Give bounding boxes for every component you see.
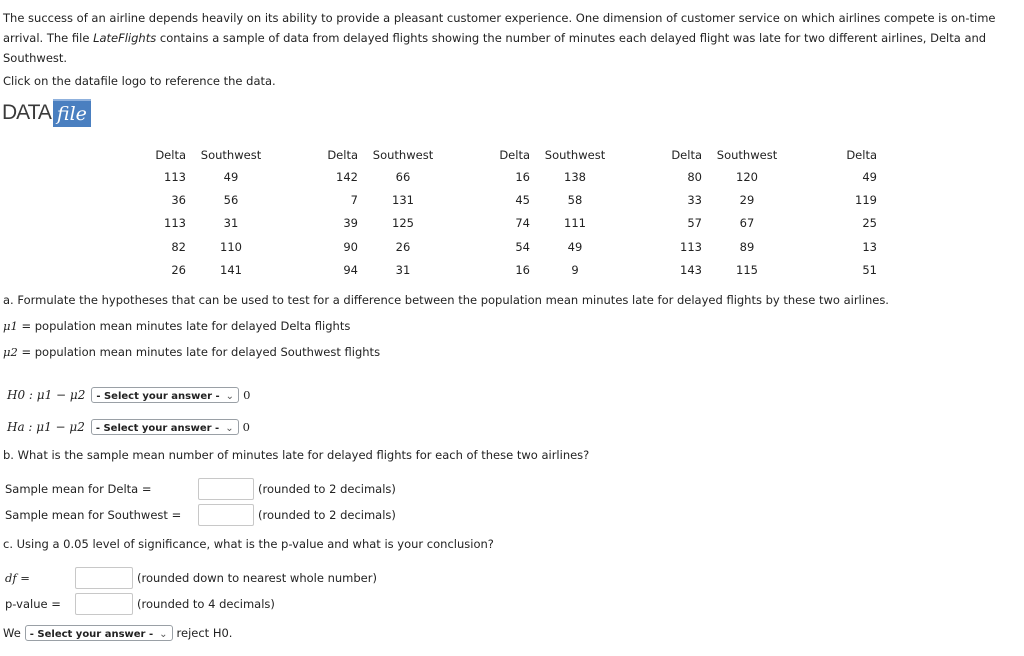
table-row — [130, 258, 877, 281]
col-header: Southwest — [716, 148, 778, 162]
col-header: Delta — [155, 148, 186, 162]
pvalue-label: p-value = — [5, 597, 61, 611]
table-cell: 25 — [862, 216, 877, 231]
h0-select[interactable] — [91, 387, 239, 403]
h0-label: H0 : μ1 − μ2 — [7, 388, 86, 402]
sw-mean-label: Sample mean for Southwest = — [5, 508, 182, 522]
delta-mean-hint: (rounded to 2 decimals) — [258, 482, 396, 496]
table-cell: 82 — [171, 239, 186, 254]
reject-label: reject H0. — [176, 626, 233, 640]
h0-row — [7, 387, 250, 403]
col-header: Delta — [846, 148, 877, 162]
table-cell: 7 — [350, 192, 358, 207]
table-row — [130, 212, 877, 235]
chevron-down-icon: ⌄ — [225, 423, 234, 434]
table-cell: 67 — [739, 216, 755, 231]
h0-zero: 0 — [243, 388, 251, 402]
table-row — [130, 165, 877, 188]
df-label: df = — [5, 571, 30, 585]
table-row — [130, 235, 877, 258]
table-cell: 29 — [739, 192, 755, 207]
logo-data-text: DATA — [2, 101, 51, 124]
ha-select[interactable] — [91, 419, 239, 435]
table-cell: 26 — [395, 239, 411, 254]
table-cell: 138 — [564, 169, 586, 184]
col-header: Delta — [499, 148, 530, 162]
table-cell: 57 — [687, 216, 702, 231]
we-label: We — [3, 626, 21, 640]
mu2-symbol: μ2 — [3, 345, 18, 359]
table-cell: 39 — [343, 216, 358, 231]
datafile-logo[interactable] — [2, 99, 91, 127]
table-cell: 58 — [567, 192, 583, 207]
table-cell: 31 — [223, 216, 239, 231]
table-cell: 9 — [571, 262, 579, 277]
table-row — [130, 188, 877, 211]
table-cell: 49 — [567, 239, 583, 254]
table-cell: 66 — [395, 169, 411, 184]
logo-file-text: file — [53, 99, 91, 127]
conclusion-select-value: - Select your answer - — [29, 629, 154, 640]
ha-row — [7, 419, 250, 435]
intro-text-end: contains a sample of data from delayed flights showing the number of minutes each delayed flight was late for two different airlines, Delta and Southwest. — [3, 31, 987, 65]
table-cell: 51 — [862, 262, 877, 277]
table-cell: 143 — [680, 262, 702, 277]
col-header: Delta — [327, 148, 358, 162]
mu1-definition — [3, 319, 350, 333]
click-instruction: Click on the datafile logo to reference the data. — [3, 74, 276, 88]
table-cell: 33 — [687, 192, 702, 207]
table-cell: 16 — [515, 169, 530, 184]
sw-mean-hint: (rounded to 2 decimals) — [258, 508, 396, 522]
ha-label: Ha : μ1 − μ2 — [7, 420, 85, 434]
table-cell: 54 — [515, 239, 530, 254]
ha-select-value: - Select your answer - — [95, 423, 220, 434]
table-cell: 16 — [515, 262, 530, 277]
table-cell: 49 — [223, 169, 239, 184]
delta-mean-row — [5, 478, 396, 500]
chevron-down-icon: ⌄ — [225, 391, 235, 402]
table-cell: 80 — [687, 169, 702, 184]
table-cell: 110 — [220, 239, 242, 254]
table-cell: 131 — [392, 192, 414, 207]
table-cell: 36 — [171, 192, 186, 207]
file-name: LateFlights — [93, 31, 157, 45]
pvalue-input[interactable] — [75, 593, 133, 615]
mu2-text: = population mean minutes late for delayed Southwest flights — [17, 345, 381, 359]
table-cell: 119 — [855, 192, 877, 207]
h0-select-value: - Select your answer - — [96, 391, 220, 402]
part-a-question: a. Formulate the hypotheses that can be used to test for a difference between the population mean minutes late for delayed flights by these two airlines. — [3, 293, 889, 307]
table-cell: 142 — [336, 169, 358, 184]
col-header: Southwest — [544, 148, 606, 162]
col-header: Delta — [671, 148, 702, 162]
delta-mean-label: Sample mean for Delta = — [5, 482, 152, 496]
table-cell: 49 — [862, 169, 877, 184]
sw-mean-input[interactable] — [198, 504, 254, 526]
table-cell: 89 — [739, 239, 755, 254]
conclusion-row — [3, 625, 232, 641]
table-cell: 56 — [223, 192, 239, 207]
conclusion-select[interactable] — [25, 625, 173, 641]
table-cell: 94 — [343, 262, 358, 277]
ha-zero: 0 — [242, 420, 250, 434]
table-cell: 74 — [515, 216, 530, 231]
part-c-question: c. Using a 0.05 level of significance, what is the p-value and what is your conclusion? — [3, 537, 494, 551]
delta-mean-input[interactable] — [198, 478, 254, 500]
sw-mean-row — [5, 504, 396, 526]
mu1-text: = population mean minutes late for delayed Delta flights — [17, 319, 351, 333]
table-cell: 113 — [164, 169, 186, 184]
chevron-down-icon: ⌄ — [159, 629, 168, 640]
df-hint: (rounded down to nearest whole number) — [137, 571, 377, 585]
table-cell: 113 — [680, 239, 702, 254]
mu1-symbol: μ1 — [3, 319, 18, 333]
col-header: Southwest — [372, 148, 434, 162]
table-cell: 31 — [395, 262, 411, 277]
table-cell: 113 — [164, 216, 186, 231]
mu2-definition — [3, 345, 380, 359]
part-b-question: b. What is the sample mean number of minutes late for delayed flights for each of these two airlines? — [3, 448, 590, 462]
df-row — [5, 567, 377, 589]
data-table — [130, 145, 877, 281]
table-cell: 45 — [515, 192, 530, 207]
pvalue-hint: (rounded to 4 decimals) — [137, 597, 275, 611]
table-cell: 141 — [220, 262, 242, 277]
table-cell: 90 — [343, 239, 358, 254]
df-input[interactable] — [75, 567, 133, 589]
table-cell: 111 — [564, 216, 586, 231]
col-header: Southwest — [200, 148, 262, 162]
table-cell: 26 — [171, 262, 186, 277]
pvalue-row — [5, 593, 275, 615]
table-cell: 13 — [862, 239, 877, 254]
table-cell: 115 — [736, 262, 758, 277]
table-cell: 120 — [736, 169, 758, 184]
intro-text: The success of an airline depends heavily on its ability to provide a pleasant customer experience. One dimension of customer service on which airlines compete is on-time arrival. The file — [3, 11, 996, 45]
table-cell: 125 — [392, 216, 414, 231]
intro-paragraph — [3, 8, 1003, 68]
